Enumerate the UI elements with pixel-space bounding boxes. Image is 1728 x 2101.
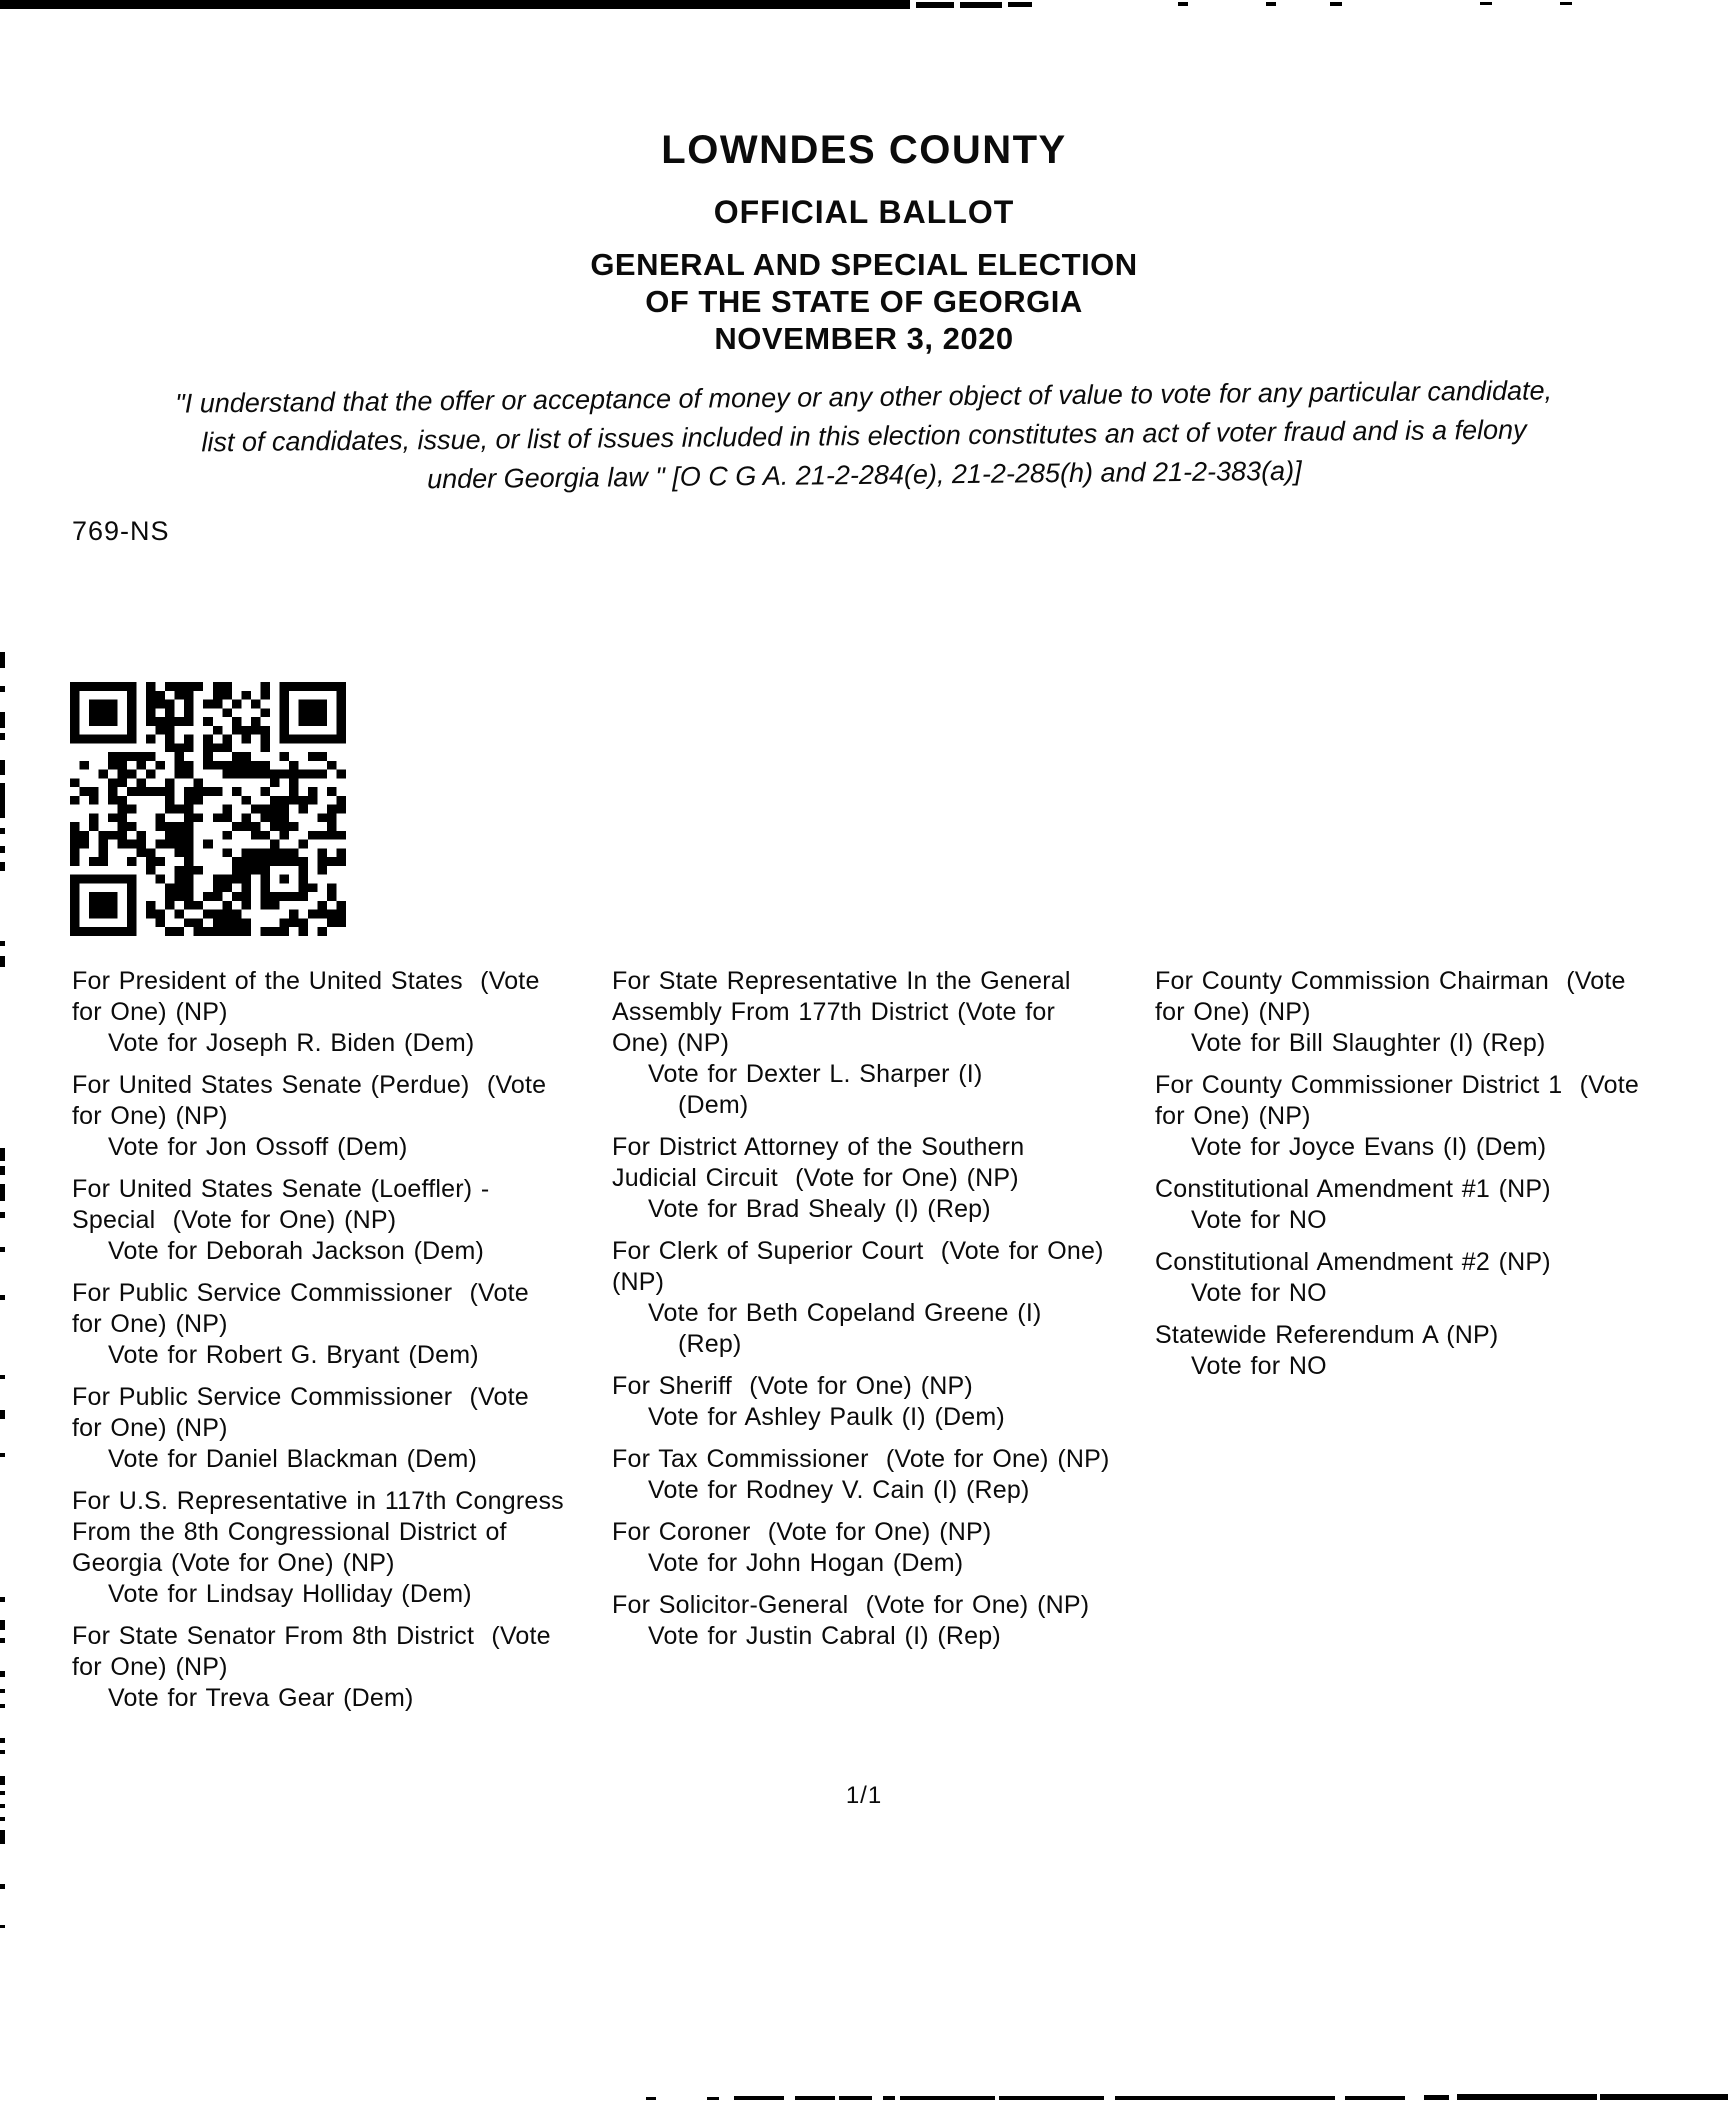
- county-title: LOWNDES COUNTY: [661, 128, 1067, 172]
- contest: [72, 1621, 612, 1714]
- contest: [612, 1371, 1157, 1433]
- disclaimer-line: "I understand that the offer or acceptance of money or any other object of value to vote for any particular candidate,: [175, 375, 1553, 419]
- contest: [72, 1382, 612, 1475]
- contest-selection-line: Vote for Lindsay Holliday (Dem): [108, 1580, 472, 1608]
- scan-artifact-left: [0, 862, 5, 871]
- scan-artifact-left: [0, 941, 5, 946]
- contest-title-line: For U.S. Representative in 117th Congress: [72, 1487, 564, 1515]
- contest-title-line: For Clerk of Superior Court (Vote for One): [612, 1237, 1104, 1265]
- contest-selection-line: Vote for Rodney V. Cain (I) (Rep): [648, 1476, 1030, 1504]
- scan-artifact-top: [0, 0, 910, 9]
- contest-selection-line: Vote for Jon Ossoff (Dem): [108, 1133, 408, 1161]
- contest-selection-line: Vote for Deborah Jackson (Dem): [108, 1237, 485, 1265]
- contest-title-line: Constitutional Amendment #1 (NP): [1155, 1175, 1551, 1203]
- contest-selection-line: Vote for Robert G. Bryant (Dem): [108, 1341, 479, 1369]
- scan-artifact-left: [0, 1738, 5, 1743]
- contest-selection-line: Vote for Treva Gear (Dem): [108, 1684, 414, 1712]
- contest-title-line: (NP): [612, 1268, 665, 1296]
- contest-title-line: Assembly From 177th District (Vote for: [612, 998, 1056, 1026]
- ballot-style-code: 769-NS: [72, 516, 170, 546]
- scan-artifact-bottom: [795, 2096, 835, 2100]
- contest-selection-line: Vote for Dexter L. Sharper (I): [648, 1060, 983, 1088]
- contest-title-line: For Tax Commissioner (Vote for One) (NP): [612, 1445, 1110, 1473]
- contest: [612, 1236, 1157, 1360]
- contest-title-line: for One) (NP): [72, 1310, 228, 1338]
- contest: [612, 1132, 1157, 1225]
- contest-selection-line: Vote for NO: [1191, 1352, 1327, 1380]
- scan-artifact-left: [0, 1830, 5, 1844]
- contest-selection-line: Vote for Brad Shealy (I) (Rep): [648, 1195, 991, 1223]
- contest-title-line: for One) (NP): [72, 1414, 228, 1442]
- election-title-line: NOVEMBER 3, 2020: [714, 321, 1014, 356]
- scan-artifact-left: [0, 1148, 5, 1161]
- scan-artifact-left: [0, 712, 5, 728]
- ballot-qr-code: [70, 682, 346, 936]
- contest: [72, 966, 612, 1059]
- contest-title-line: For Solicitor-General (Vote for One) (NP): [612, 1591, 1090, 1619]
- scan-artifact-left: [0, 1410, 5, 1419]
- election-title-line: OF THE STATE OF GEORGIA: [645, 284, 1083, 319]
- contest-title-line: For Coroner (Vote for One) (NP): [612, 1518, 992, 1546]
- contest-title-line: for One) (NP): [72, 998, 228, 1026]
- contest-title-line: for One) (NP): [72, 1653, 228, 1681]
- scan-artifact-left: [0, 956, 5, 967]
- scan-artifact-left: [0, 1750, 5, 1754]
- scan-artifact-top: [1330, 2, 1342, 6]
- scan-artifact-left: [0, 1689, 5, 1693]
- contest-selection-line: Vote for Bill Slaughter (I) (Rep): [1191, 1029, 1546, 1057]
- contest-title-line: For County Commission Chairman (Vote: [1155, 967, 1626, 995]
- scan-artifact-bottom: [1424, 2095, 1449, 2100]
- contest-title-line: For County Commissioner District 1 (Vote: [1155, 1071, 1639, 1099]
- scan-artifact-bottom: [839, 2096, 872, 2100]
- contest: [1155, 1247, 1728, 1309]
- scan-artifact-bottom: [999, 2096, 1104, 2100]
- disclaimer-line: list of candidates, issue, or list of issues included in this election constitutes an act of voter fraud and is a felony: [201, 414, 1527, 458]
- contest: [612, 1517, 1157, 1579]
- scan-artifact-left: [0, 1620, 5, 1630]
- scan-artifact-left: [0, 1166, 5, 1175]
- scan-artifact-left: [0, 1453, 5, 1457]
- scan-artifact-bottom: [1115, 2096, 1335, 2100]
- scan-artifact-left: [0, 1295, 5, 1300]
- contest: [612, 1590, 1157, 1652]
- page-number: 1/1: [845, 1782, 883, 1809]
- contest-selection-line: Vote for John Hogan (Dem): [648, 1549, 964, 1577]
- contest-selection-line: Vote for Justin Cabral (I) (Rep): [648, 1622, 1001, 1650]
- contest-selection-line: Vote for Ashley Paulk (I) (Dem): [648, 1403, 1005, 1431]
- scan-artifact-left: [0, 1671, 5, 1677]
- contest-title-line: For District Attorney of the Southern: [612, 1133, 1025, 1161]
- scan-artifact-left: [0, 1817, 5, 1821]
- scan-artifact-bottom: [646, 2097, 656, 2100]
- scan-artifact-left: [0, 828, 5, 834]
- scan-artifact-left: [0, 652, 5, 668]
- scan-artifact-top: [1008, 2, 1032, 7]
- scan-artifact-top: [960, 2, 1002, 8]
- contest-selection-line: (Rep): [678, 1330, 742, 1358]
- contest-title-line: Special (Vote for One) (NP): [72, 1206, 397, 1234]
- scan-artifact-left: [0, 760, 5, 775]
- contest-title-line: For United States Senate (Perdue) (Vote: [72, 1071, 547, 1099]
- contest-selection-line: Vote for Joyce Evans (I) (Dem): [1191, 1133, 1547, 1161]
- contest-title-line: For Sheriff (Vote for One) (NP): [612, 1372, 973, 1400]
- election-title: [0, 246, 1728, 357]
- contest-title-line: for One) (NP): [1155, 998, 1311, 1026]
- scan-artifact-top: [1266, 2, 1276, 6]
- contest-title-line: for One) (NP): [72, 1102, 228, 1130]
- disclaimer-line: under Georgia law " [O C G A. 21-2-284(e), 21-2-285(h) and 21-2-383(a)]: [426, 455, 1302, 495]
- scan-artifact-left: [0, 1212, 5, 1218]
- contest: [72, 1070, 612, 1163]
- scan-artifact-top: [1560, 2, 1572, 5]
- scan-artifact-top: [1178, 2, 1188, 6]
- scan-artifact-left: [0, 733, 5, 740]
- contest: [1155, 1070, 1728, 1163]
- contest: [72, 1486, 612, 1610]
- scan-artifact-left: [0, 1247, 5, 1252]
- contest-title-line: For United States Senate (Loeffler) -: [72, 1175, 490, 1203]
- ballot-column-3: [1155, 966, 1728, 1393]
- contest-title-line: Georgia (Vote for One) (NP): [72, 1549, 395, 1577]
- contest: [612, 966, 1157, 1121]
- scan-artifact-bottom: [707, 2097, 719, 2100]
- contest-selection-line: Vote for Daniel Blackman (Dem): [108, 1445, 478, 1473]
- contest-title-line: Constitutional Amendment #2 (NP): [1155, 1248, 1551, 1276]
- contest-title-line: Statewide Referendum A (NP): [1155, 1321, 1499, 1349]
- contest: [72, 1278, 612, 1371]
- contest-selection-line: Vote for Joseph R. Biden (Dem): [108, 1029, 475, 1057]
- scan-artifact-bottom: [1345, 2096, 1405, 2100]
- contest: [1155, 1174, 1728, 1236]
- contest-title-line: From the 8th Congressional District of: [72, 1518, 507, 1546]
- scan-artifact-left: [0, 686, 5, 692]
- scan-artifact-left: [0, 1184, 5, 1201]
- contest-selection-line: Vote for NO: [1191, 1279, 1327, 1307]
- contest-selection-line: Vote for Beth Copeland Greene (I): [648, 1299, 1042, 1327]
- contest-title-line: For State Representative In the General: [612, 967, 1071, 995]
- scan-artifact-left: [0, 1884, 5, 1889]
- ballot-column-2: [612, 966, 1157, 1663]
- contest-title-line: For President of the United States (Vote: [72, 967, 540, 995]
- contest-title-line: For Public Service Commissioner (Vote: [72, 1383, 529, 1411]
- contest-selection-line: (Dem): [678, 1091, 749, 1119]
- scan-artifact-left: [0, 783, 5, 807]
- scan-artifact-bottom: [734, 2096, 784, 2100]
- scan-artifact-bottom: [883, 2096, 895, 2100]
- scan-artifact-left: [0, 1638, 5, 1643]
- contest-title-line: for One) (NP): [1155, 1102, 1311, 1130]
- contest: [72, 1174, 612, 1267]
- scan-artifact-left: [0, 1704, 5, 1708]
- contest-title-line: One) (NP): [612, 1029, 730, 1057]
- contest: [1155, 966, 1728, 1059]
- voter-fraud-disclaimer: [0, 370, 1728, 504]
- scan-artifact-left: [0, 1925, 5, 1928]
- scan-artifact-left: [0, 1375, 5, 1379]
- scan-artifact-left: [0, 1597, 5, 1602]
- scan-artifact-top: [916, 2, 954, 8]
- contest-selection-line: Vote for NO: [1191, 1206, 1327, 1234]
- scan-artifact-left: [0, 846, 5, 853]
- ballot-column-1: [72, 966, 612, 1725]
- scan-artifact-top: [1480, 2, 1492, 5]
- ballot-type-title: OFFICIAL BALLOT: [713, 194, 1015, 230]
- contest: [612, 1444, 1157, 1506]
- contest-title-line: Judicial Circuit (Vote for One) (NP): [612, 1164, 1019, 1192]
- scan-artifact-bottom: [900, 2096, 995, 2100]
- election-title-line: GENERAL AND SPECIAL ELECTION: [590, 247, 1138, 282]
- scan-artifact-left: [0, 806, 5, 818]
- contest: [1155, 1320, 1728, 1382]
- scan-artifact-bottom: [1457, 2094, 1597, 2100]
- contest-title-line: For Public Service Commissioner (Vote: [72, 1279, 529, 1307]
- contest-title-line: For State Senator From 8th District (Vote: [72, 1622, 551, 1650]
- scan-artifact-bottom: [1600, 2094, 1728, 2100]
